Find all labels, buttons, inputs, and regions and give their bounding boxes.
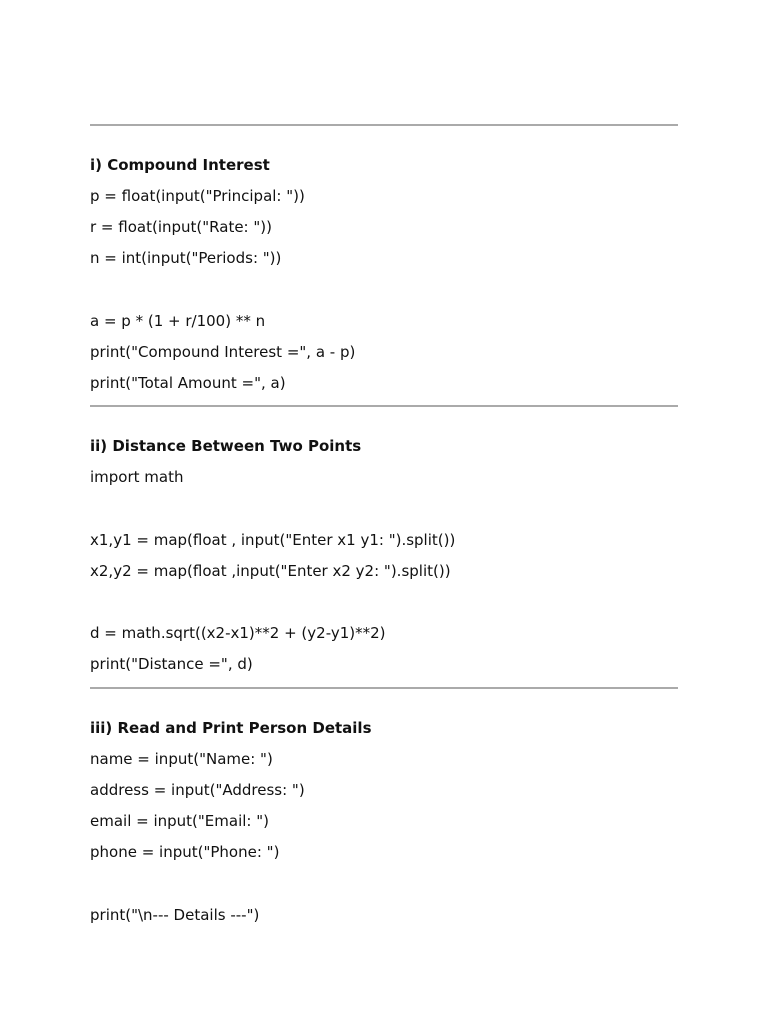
code-line: phone = input("Phone: ")	[90, 843, 280, 862]
code-line: print("Distance =", d)	[90, 655, 253, 674]
code-line: print("Compound Interest =", a - p)	[90, 342, 356, 361]
code-line: address = input("Address: ")	[90, 780, 305, 799]
code-line: print("Total Amount =", a)	[90, 374, 286, 393]
code-line: p = float(input("Principal: "))	[90, 187, 305, 205]
section-person-details	[90, 713, 678, 931]
section-divider	[90, 405, 678, 407]
document-page	[90, 124, 678, 931]
code-line: import math	[90, 468, 184, 487]
code-line: n = int(input("Periods: "))	[90, 249, 282, 268]
section-title: ii) Distance Between Two Points	[90, 437, 362, 456]
section-title: iii) Read and Print Person Details	[90, 718, 372, 737]
code-line: d = math.sqrt((x2-x1)**2 + (y2-y1)**2)	[90, 624, 386, 643]
blank-line	[90, 275, 678, 306]
section-title: i) Compound Interest	[90, 156, 270, 174]
blank-line	[90, 868, 678, 899]
code-line: email = input("Email: ")	[90, 812, 269, 830]
code-line: name = input("Name: ")	[90, 749, 273, 768]
section-distance	[90, 431, 678, 686]
code-line: print("\n--- Details ---")	[90, 905, 260, 924]
code-line: a = p * (1 + r/100) ** n	[90, 311, 266, 330]
section-compound-interest	[90, 150, 678, 405]
code-line: x1,y1 = map(float , input("Enter x1 y1: ").split())	[90, 530, 456, 549]
blank-line	[90, 587, 678, 618]
section-divider	[90, 687, 678, 689]
blank-line	[90, 494, 678, 525]
code-line: x2,y2 = map(float ,input("Enter x2 y2: ").split())	[90, 561, 451, 580]
section-divider	[90, 124, 678, 126]
code-line: r = float(input("Rate: "))	[90, 218, 272, 237]
